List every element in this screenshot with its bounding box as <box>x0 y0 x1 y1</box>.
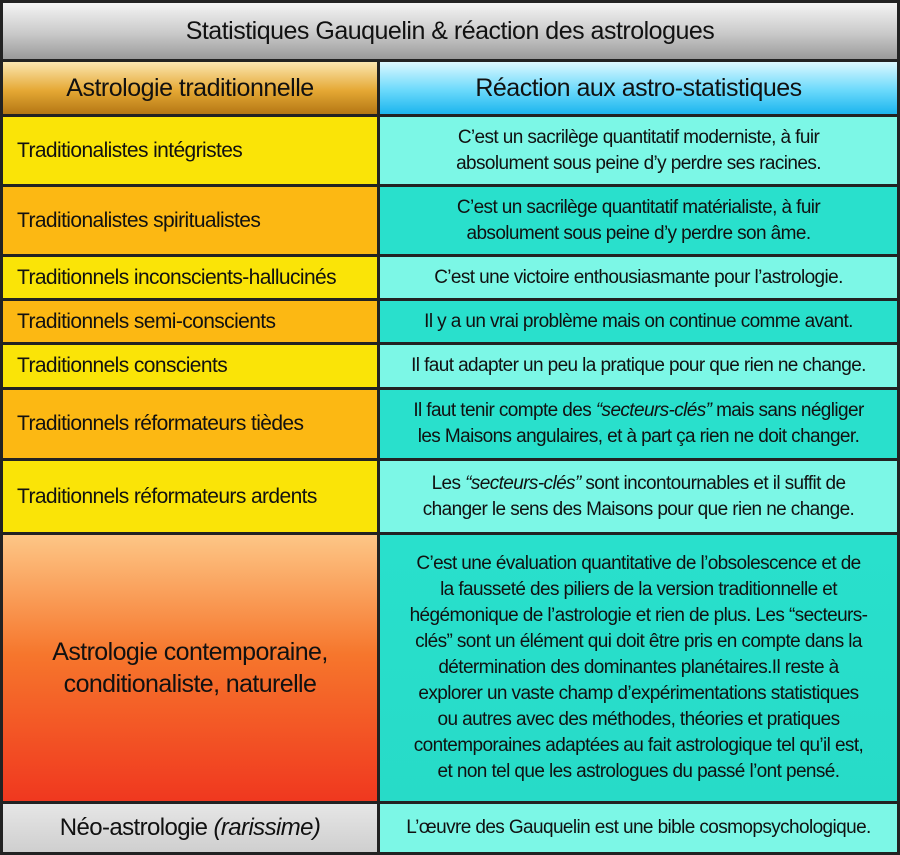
row-label-contemporaine <box>3 535 377 801</box>
row-label-reformateurs-ardents: Traditionnels réformateurs ardents <box>3 461 377 532</box>
table-title: Statistiques Gauquelin & réaction des astrologues <box>3 3 897 59</box>
row-label-semi-conscients: Traditionnels semi-conscients <box>3 301 377 342</box>
row-label-line: conditionaliste, naturelle <box>63 670 317 698</box>
row-reaction-conscients <box>380 345 897 387</box>
reaction-line: les Maisons angulaires, et à part ça rien ne doit changer. <box>417 426 860 447</box>
reaction-line: la fausseté des piliers de la version traditionnelle et <box>440 579 837 600</box>
row-label-reformateurs-tiedes: Traditionnels réformateurs tièdes <box>3 390 377 458</box>
reaction-line: explorer un vaste champ d’expérimentations statistiques <box>418 683 859 704</box>
reaction-line: détermination des dominantes planétaires.Il reste à <box>438 657 839 678</box>
reaction-line: Il faut tenir compte des “secteurs-clés” mais sans négliger <box>413 400 864 421</box>
reaction-line: absolument sous peine d’y perdre son âme. <box>466 222 811 244</box>
reaction-line: clés” sont un élément qui doit être pris en compte dans la <box>415 631 862 652</box>
reaction-line: C’est une victoire enthousiasmante pour l’astrologie. <box>434 266 843 288</box>
reaction-line: C’est un sacrilège quantitatif moderniste, à fuir <box>457 126 820 148</box>
reaction-line: et non tel que les astrologues du passé l’ont pensé. <box>437 761 840 782</box>
reaction-line: ou autres avec des méthodes, théories et pratiques <box>437 709 840 730</box>
reaction-line: contemporaines adaptées au fait astrologique tel qu’il est, <box>413 735 864 756</box>
reaction-line: C’est un sacrilège quantitatif matérialiste, à fuir <box>456 196 821 218</box>
reaction-line: hégémonique de l’astrologie et rien de plus. Les “secteurs- <box>409 605 868 626</box>
row-reaction-semi-conscients <box>380 301 897 342</box>
secteurs-cles-term: “secteurs-clés” <box>595 400 712 421</box>
row-label-integristes: Traditionalistes intégristes <box>3 117 377 184</box>
row-reaction-reformateurs-ardents <box>380 461 897 532</box>
reaction-line: absolument sous peine d’y perdre ses racines. <box>456 152 821 174</box>
reaction-line: changer le sens des Maisons pour que rien ne change. <box>422 498 855 520</box>
column-header-traditional: Astrologie traditionnelle <box>3 62 377 114</box>
row-label-line: Astrologie contemporaine, <box>52 638 328 666</box>
row-reaction-spiritualistes <box>380 187 897 254</box>
row-reaction-reformateurs-tiedes <box>380 390 897 458</box>
rarissime-note: (rarissime) <box>213 814 321 841</box>
row-label-neo-astrologie: Néo-astrologie (rarissime) <box>3 804 377 852</box>
secteurs-cles-term: “secteurs-clés” <box>465 472 581 494</box>
reaction-line: Il y a un vrai problème mais on continue comme avant. <box>424 310 853 332</box>
row-reaction-inconscients <box>380 257 897 298</box>
reaction-line: Les “secteurs-clés” sont incontournables et il suffit de <box>431 472 846 494</box>
reaction-line: C’est une évaluation quantitative de l’obsolescence et de <box>416 553 861 574</box>
reaction-line: Il faut adapter un peu la pratique pour que rien ne change. <box>411 355 866 376</box>
row-label-conscients: Traditionnels conscients <box>3 345 377 387</box>
column-header-reaction: Réaction aux astro-statistiques <box>380 62 897 114</box>
row-label-spiritualistes: Traditionalistes spiritualistes <box>3 187 377 254</box>
row-reaction-contemporaine <box>380 535 897 801</box>
row-reaction-integristes <box>380 117 897 184</box>
reaction-line: L’œuvre des Gauquelin est une bible cosmopsychologique. <box>406 817 871 838</box>
row-reaction-neo-astrologie <box>380 804 897 852</box>
row-label-inconscients: Traditionnels inconscients-hallucinés <box>3 257 377 298</box>
